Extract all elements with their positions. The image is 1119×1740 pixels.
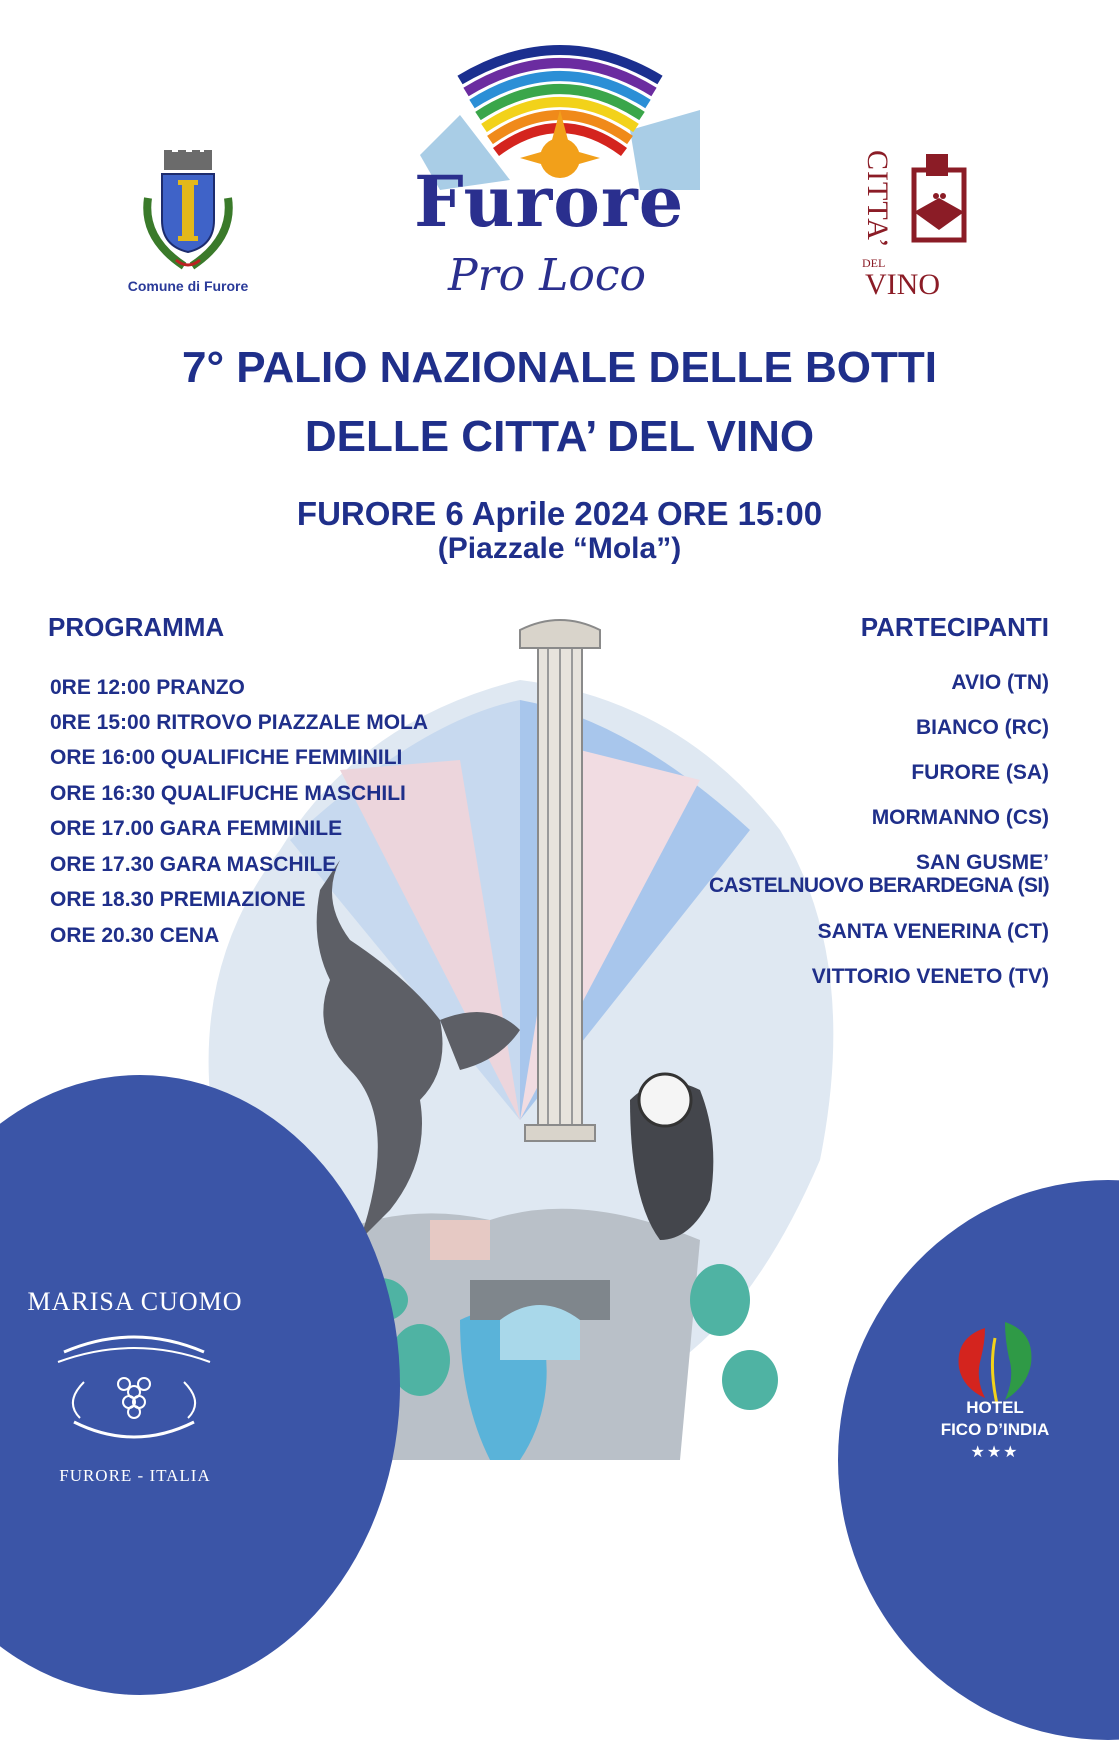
- vino-logo-line1: CITTA’: [861, 150, 894, 249]
- event-title-line1: 7° PALIO NAZIONALE DELLE BOTTI: [181, 343, 937, 392]
- partecipanti-item: SANTA VENERINA (CT): [817, 920, 1049, 943]
- programma-item: ORE 17.00 GARA FEMMINILE: [50, 817, 343, 840]
- vino-logo-line2: DEL: [862, 256, 886, 270]
- partecipanti-item: MORMANNO (CS): [871, 806, 1049, 829]
- programma-item: ORE 16:30 QUALIFUCHE MASCHILI: [50, 782, 406, 805]
- partecipanti-item: SAN GUSME’: [915, 851, 1049, 874]
- gran-furor-emblem-icon: [44, 1322, 224, 1452]
- comune-label: Comune di Furore: [127, 278, 249, 294]
- hotel-name-line2: FICO D’INDIA: [940, 1420, 1050, 1439]
- partecipanti-item: CASTELNUOVO BERARDEGNA (SI): [708, 874, 1049, 897]
- programma-item: ORE 20.30 CENA: [50, 924, 220, 947]
- hotel-name-line1: HOTEL: [966, 1398, 1024, 1417]
- marisa-cuomo-name: MARISA CUOMO: [27, 1287, 243, 1316]
- hotel-stars: ★★★: [970, 1442, 1020, 1461]
- programma-item: ORE 18.30 PREMIAZIONE: [50, 888, 306, 911]
- partecipanti-heading: PARTECIPANTI: [860, 612, 1049, 642]
- event-title-line2: DELLE CITTA’ DEL VINO: [304, 412, 815, 461]
- programma-item: ORE 16:00 QUALIFICHE FEMMINILI: [50, 746, 403, 769]
- programma-item: 0RE 12:00 PRANZO: [50, 676, 245, 699]
- partecipanti-item: AVIO (TN): [951, 671, 1049, 694]
- programma-item: ORE 17.30 GARA MASCHILE: [50, 853, 337, 876]
- event-date: FURORE 6 Aprile 2024 ORE 15:00: [296, 495, 823, 532]
- comune-logo: [118, 148, 258, 308]
- coat-of-arms-icon: [118, 148, 258, 273]
- wine-tower-icon: [904, 150, 974, 250]
- proloco-subtitle: Pro Loco: [448, 250, 646, 301]
- partecipanti-item: FURORE (SA): [911, 761, 1049, 784]
- programma-item: 0RE 15:00 RITROVO PIAZZALE MOLA: [50, 711, 429, 734]
- marisa-cuomo-place: FURORE - ITALIA: [59, 1466, 211, 1485]
- partecipanti-item: VITTORIO VENETO (TV): [811, 965, 1049, 988]
- programma-heading: PROGRAMMA: [48, 612, 225, 642]
- proloco-logo: [400, 40, 720, 310]
- partecipanti-item: BIANCO (RC): [916, 716, 1049, 739]
- event-venue: (Piazzale “Mola”): [437, 532, 682, 565]
- vino-logo-line3: VINO: [865, 268, 940, 301]
- hotel-faces-icon: [945, 1318, 1045, 1408]
- proloco-name: Furore: [414, 160, 685, 243]
- citta-del-vino-logo: [860, 148, 990, 308]
